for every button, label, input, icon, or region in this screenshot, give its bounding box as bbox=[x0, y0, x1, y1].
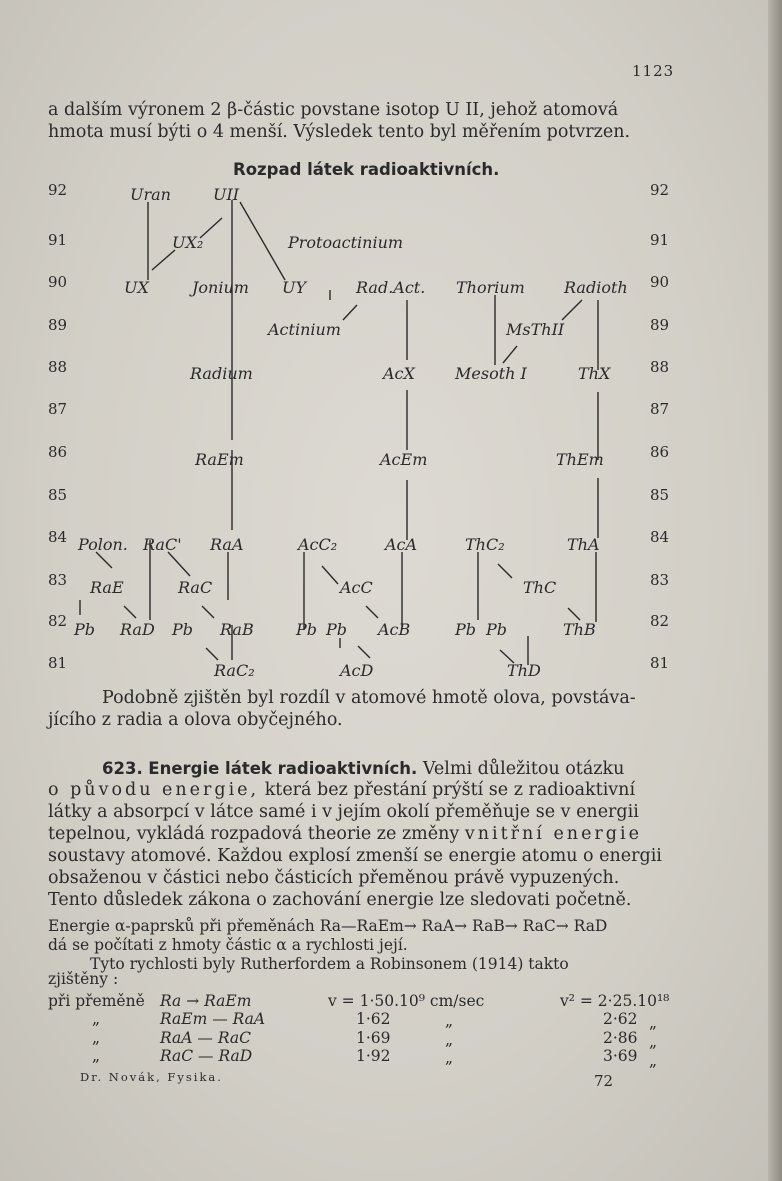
right-level-83: 83 bbox=[650, 571, 670, 589]
node-rac2: RaC₂ bbox=[214, 661, 255, 680]
node-actinium: Actinium bbox=[268, 320, 341, 339]
decay-lines bbox=[80, 200, 598, 665]
row3-reaction: RaA — RaC bbox=[160, 1029, 251, 1047]
node-acc: AcC bbox=[340, 578, 373, 597]
right-level-82: 82 bbox=[650, 612, 670, 630]
left-level-83: 83 bbox=[48, 571, 68, 589]
node-tha: ThA bbox=[567, 535, 600, 554]
section-heading-line bbox=[102, 758, 624, 780]
decay-diagram bbox=[0, 160, 782, 720]
footer-author: Dr. Novák, Fysika. bbox=[80, 1070, 223, 1084]
node-protoactinium: Protoactinium bbox=[288, 233, 404, 252]
row4-unit: „ bbox=[445, 1049, 454, 1067]
node-acd: AcD bbox=[340, 661, 374, 680]
row2-unit: „ bbox=[445, 1012, 454, 1030]
intro-line-2: hmota musí býti o 4 menší. Výsledek tento byl měřením potvrzen. bbox=[48, 122, 631, 142]
node-uii: UII bbox=[213, 185, 240, 204]
node-thx: ThX bbox=[578, 364, 611, 383]
node-pb-5: Pb bbox=[455, 620, 477, 639]
node-polon: Polon. bbox=[78, 535, 128, 554]
sheet-number: 72 bbox=[594, 1072, 614, 1090]
left-level-88: 88 bbox=[48, 358, 68, 376]
emphasis-vnitrni: vnitřní energie bbox=[464, 824, 642, 844]
right-level-91: 91 bbox=[650, 231, 670, 249]
node-acem: AcEm bbox=[380, 450, 428, 469]
left-level-87: 87 bbox=[48, 400, 68, 418]
left-level-81: 81 bbox=[48, 654, 68, 672]
row3-v2-ditto: „ bbox=[649, 1033, 658, 1051]
section-line-3: látky a absorpcí v látce samé i v jejím okolí přeměňuje se v energii bbox=[48, 802, 639, 822]
left-level-84: 84 bbox=[48, 528, 68, 546]
right-level-81: 81 bbox=[650, 654, 670, 672]
section-number: 623. bbox=[102, 759, 143, 778]
node-raa: RaA bbox=[210, 535, 244, 554]
levels-left bbox=[48, 181, 67, 672]
section-line-6: obsaženou v částici nebo částicích přeměnou právě vypuzených. bbox=[48, 868, 620, 888]
right-level-87: 87 bbox=[650, 400, 670, 418]
left-level-91: 91 bbox=[48, 231, 68, 249]
section-line-4 bbox=[48, 824, 642, 845]
left-level-82: 82 bbox=[48, 612, 68, 630]
node-rac-prime: RaC' bbox=[143, 535, 182, 554]
row2-v2: 2·62 bbox=[603, 1010, 638, 1028]
node-rac: RaC bbox=[178, 578, 213, 597]
row2-v2-ditto: „ bbox=[649, 1014, 658, 1032]
left-level-85: 85 bbox=[48, 486, 68, 504]
node-aca: AcA bbox=[385, 535, 418, 554]
row3-unit: „ bbox=[445, 1031, 454, 1049]
after-diagram-line-2: jícího z radia a olova obyčejného. bbox=[48, 710, 343, 730]
small-line-3: Tyto rychlosti byly Rutherfordem a Robinsonem (1914) takto bbox=[90, 955, 569, 973]
left-level-89: 89 bbox=[48, 316, 68, 334]
node-ux: UX bbox=[124, 278, 149, 297]
section-heading: Energie látek radioaktivních. bbox=[148, 759, 418, 778]
row1-v: v = 1·50.10⁹ cm/sec bbox=[328, 992, 485, 1010]
levels-right bbox=[650, 181, 669, 672]
right-level-88: 88 bbox=[650, 358, 670, 376]
section-lead: Velmi důležitou otázku bbox=[422, 759, 625, 779]
node-acb: AcB bbox=[378, 620, 411, 639]
section-line-4a: tepelnou, vykládá rozpadová theorie ze změny bbox=[48, 824, 460, 844]
node-thb: ThB bbox=[563, 620, 596, 639]
node-jonium: Jonium bbox=[192, 278, 249, 297]
node-rae: RaE bbox=[90, 578, 124, 597]
node-thd: ThD bbox=[507, 661, 541, 680]
right-level-89: 89 bbox=[650, 316, 670, 334]
right-level-86: 86 bbox=[650, 443, 670, 461]
small-line-4: zjištěny : bbox=[48, 970, 119, 988]
node-thorium: Thorium bbox=[456, 278, 525, 297]
node-mesoth1: Mesoth I bbox=[455, 364, 527, 383]
right-level-85: 85 bbox=[650, 486, 670, 504]
node-pb-6: Pb bbox=[486, 620, 508, 639]
section-line-2-rest: která bez přestání prýští se z radioaktivní bbox=[264, 780, 636, 800]
node-raem: RaEm bbox=[195, 450, 244, 469]
page-number: 1123 bbox=[632, 62, 675, 80]
node-uran: Uran bbox=[130, 185, 171, 204]
node-them: ThEm bbox=[556, 450, 604, 469]
node-pb-2: Pb bbox=[172, 620, 194, 639]
row2-label: „ bbox=[92, 1010, 101, 1028]
section-line-2 bbox=[48, 780, 635, 801]
node-ux2: UX₂ bbox=[172, 233, 204, 252]
row1-reaction: Ra → RaEm bbox=[160, 992, 252, 1010]
isotope-nodes bbox=[73, 185, 628, 680]
node-thc2: ThC₂ bbox=[465, 535, 505, 554]
intro-line-1: a dalším výronem 2 β-částic povstane isotop U II, jehož atomová bbox=[48, 100, 619, 120]
node-rad: RaD bbox=[120, 620, 155, 639]
left-level-86: 86 bbox=[48, 443, 68, 461]
section-line-7: Tento důsledek zákona o zachování energie lze sledovati početně. bbox=[48, 890, 632, 910]
row1-label: při přeměně bbox=[48, 992, 145, 1010]
small-line-2: dá se počítati z hmoty částic α a rychlosti její. bbox=[48, 936, 408, 954]
node-msth2: MsThII bbox=[506, 320, 565, 339]
node-radium: Radium bbox=[190, 364, 253, 383]
row2-v: 1·62 bbox=[356, 1010, 391, 1028]
node-pb-1: Pb bbox=[74, 620, 96, 639]
diagram-title: Rozpad látek radioaktivních. bbox=[233, 160, 500, 179]
node-rab: RaB bbox=[220, 620, 254, 639]
row3-v: 1·69 bbox=[356, 1029, 391, 1047]
after-diagram-line-1: Podobně zjištěn byl rozdíl v atomové hmotě olova, povstáva- bbox=[102, 688, 636, 708]
node-rad-act: Rad.Act. bbox=[356, 278, 426, 297]
row4-reaction: RaC — RaD bbox=[160, 1047, 253, 1065]
node-pb-3: Pb bbox=[296, 620, 318, 639]
row4-label: „ bbox=[92, 1047, 101, 1065]
node-pb-4: Pb bbox=[326, 620, 348, 639]
section-line-5: soustavy atomové. Každou explosí zmenší se energie atomu o energii bbox=[48, 846, 662, 866]
node-acc2: AcC₂ bbox=[298, 535, 338, 554]
right-level-90: 90 bbox=[650, 273, 670, 291]
left-level-90: 90 bbox=[48, 273, 68, 291]
left-level-92: 92 bbox=[48, 181, 68, 199]
row4-v2: 3·69 bbox=[603, 1047, 638, 1065]
row4-v2-ditto: „ bbox=[649, 1052, 658, 1070]
row3-v2: 2·86 bbox=[603, 1029, 638, 1047]
row1-v2: v² = 2·25.10¹⁸ bbox=[560, 992, 670, 1010]
node-acx: AcX bbox=[383, 364, 415, 383]
row4-v: 1·92 bbox=[356, 1047, 391, 1065]
small-line-1: Energie α-paprsků při přeměnách Ra—RaEm→ RaA→ RaB→ RaC→ RaD bbox=[48, 917, 608, 935]
row2-reaction: RaEm — RaA bbox=[160, 1010, 266, 1028]
emphasis-puvodu: o původu energie, bbox=[48, 780, 260, 800]
node-thc: ThC bbox=[523, 578, 557, 597]
right-level-84: 84 bbox=[650, 528, 670, 546]
row3-label: „ bbox=[92, 1029, 101, 1047]
node-uy: UY bbox=[282, 278, 307, 297]
node-radioth: Radioth bbox=[564, 278, 628, 297]
right-level-92: 92 bbox=[650, 181, 670, 199]
